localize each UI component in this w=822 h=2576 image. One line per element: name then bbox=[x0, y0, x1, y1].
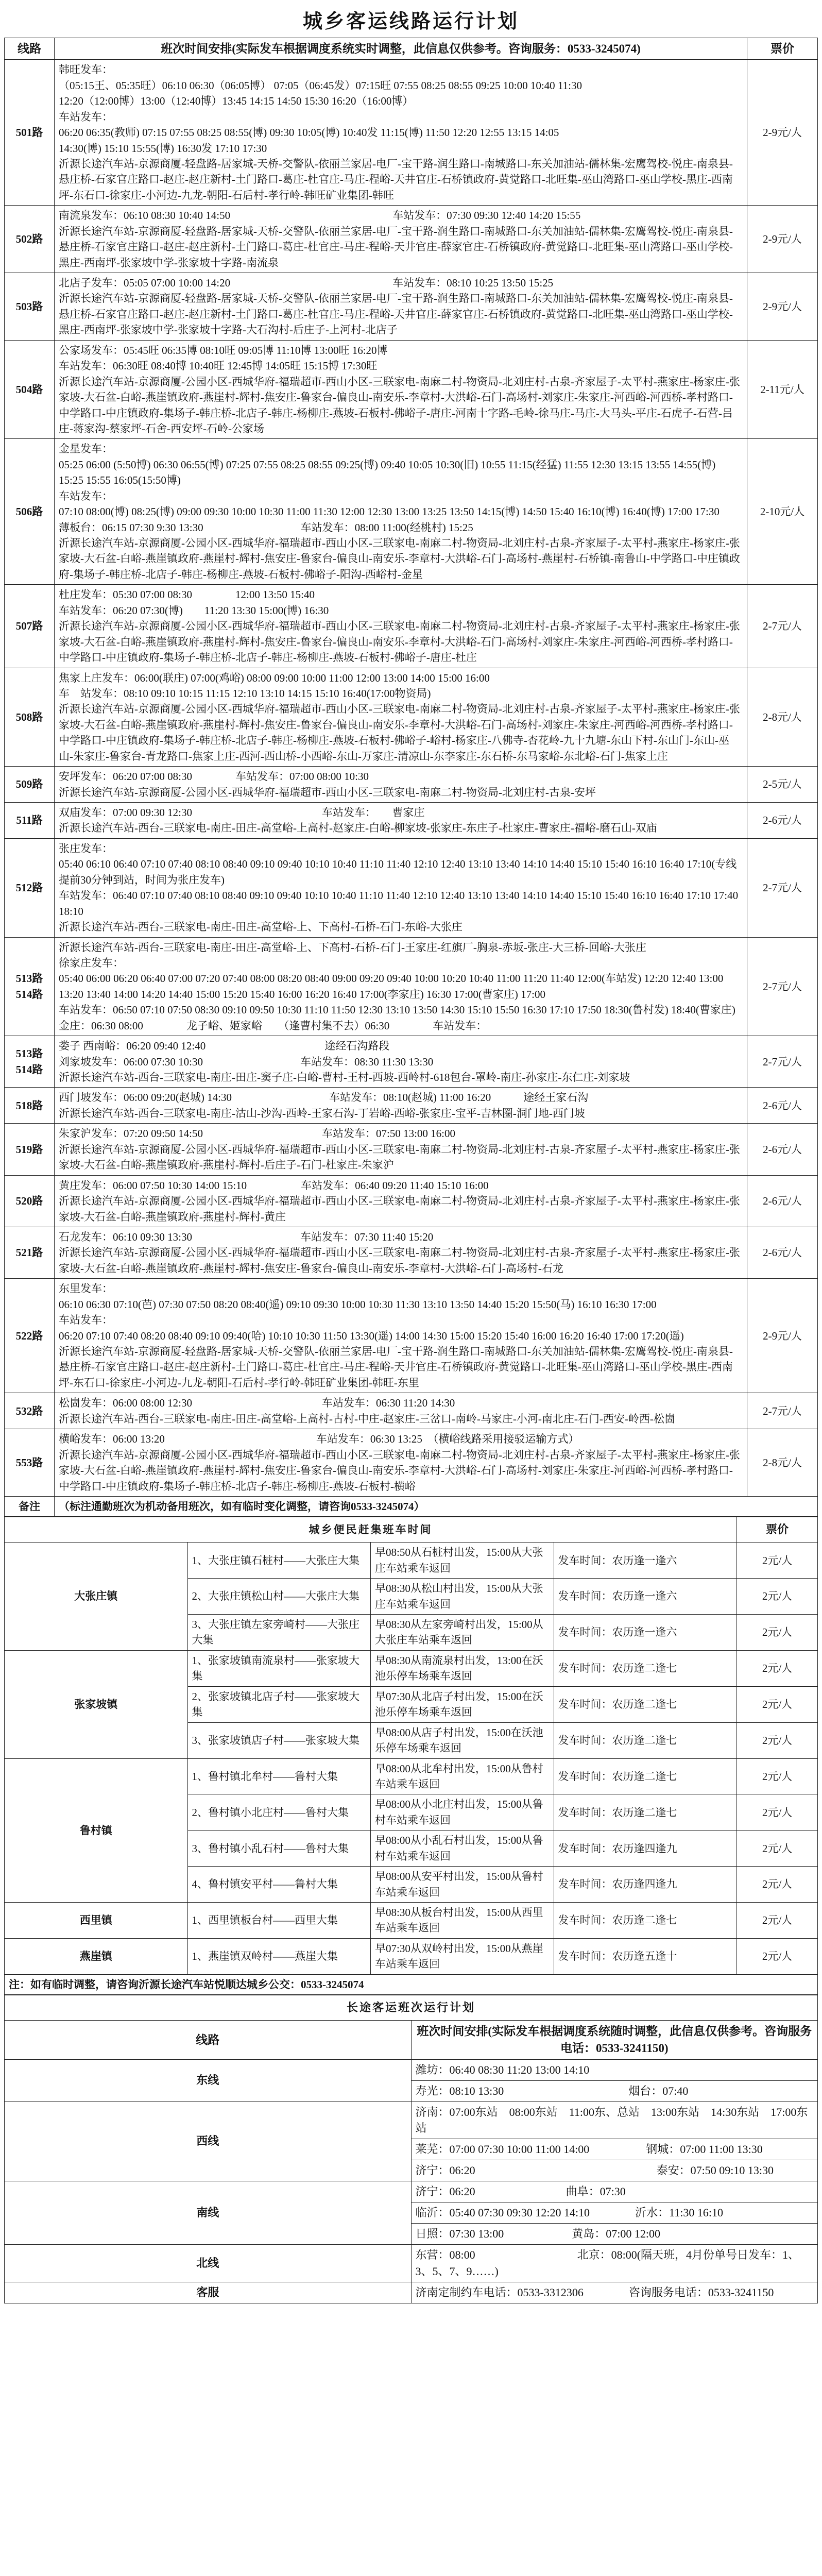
longdistance-times: 日照：07:30 13:00 黄岛：07:00 12:00 bbox=[411, 2223, 818, 2244]
market-time: 早08:30从松山村出发，15:00从大张庄车站乘车返回 bbox=[371, 1579, 554, 1615]
page-title: 城乡客运线路运行计划 bbox=[302, 11, 519, 32]
market-time: 早08:00从店子村出发，15:00在沃池乐停车场乘车返回 bbox=[371, 1722, 554, 1758]
market-row bbox=[5, 1543, 818, 1579]
route-row bbox=[5, 1393, 818, 1429]
schedule-line: 车站发车：06:50 07:10 07:50 08:30 09:10 09:50 10:30 11:10 11:50 12:30 13:10 13:50 14:30 15:10 15:50 16:30 17:10 17:50 18:30(鲁村发) 18:40(曹家庄) bbox=[59, 1004, 735, 1016]
route-row bbox=[5, 1036, 818, 1088]
route-schedule bbox=[55, 439, 747, 585]
route-schedule bbox=[55, 340, 747, 439]
schedule-line: 沂源长途汽车站-京源商厦-轻盘路-居家城-天桥-交警队-依丽兰家居-电厂-宝干路-润生路口-南城路口-东关加油站-儒林集-宏鹰驾校-悦庄-南泉县-悬庄桥-石家官庄路口-赵庄-赵庄新村-土门路口-葛庄-杜官庄-马庄-程峪-天井官庄-薛家官庄-石桥镇政府-黄觉路口-北旺集-巫山湾路口-巫山学校-黑庄-西南坪-张家坡中学-张家坡十字路-南流泉 bbox=[59, 225, 733, 269]
schedule-line: 黄庄发车：06:00 07:50 10:30 14:00 15:10 车站发车：06:40 09:20 11:40 15:10 16:00 bbox=[59, 1179, 489, 1192]
market-town: 大张庄镇 bbox=[5, 1543, 188, 1651]
longdistance-direction: 东线 bbox=[5, 2059, 412, 2102]
route-schedule bbox=[55, 1036, 747, 1088]
route-id: 513路 514路 bbox=[5, 1036, 55, 1088]
route-schedule bbox=[55, 273, 747, 341]
routes-table bbox=[4, 38, 818, 1517]
schedule-line: 沂源长途汽车站-京源商厦-公园小区-西城华府-福瑞超市-西山小区-三联家电-南麻二村-物资局-北刘庄村-古泉-齐家屋子-太平村-燕家庄-杨家庄-张家坡-大石盆-白峪-燕崖镇政府-燕崖村-辉村-后庄子-石门-杜家庄-朱家沪 bbox=[59, 1143, 740, 1172]
market-time: 早08:30从板台村出发，15:00从西里车站乘车返回 bbox=[371, 1903, 554, 1939]
market-price: 2元/人 bbox=[737, 1543, 818, 1579]
schedule-line: 金星发车： bbox=[59, 443, 113, 455]
market-route: 1、张家坡镇南流泉村——张家坡大集 bbox=[187, 1650, 371, 1686]
schedule-line: 14:30(博) 15:10 15:55(博) 16:30发 17:10 17:30 bbox=[59, 142, 267, 155]
schedule-line: 横峪发车：06:00 13:20 车站发车：06:30 13:25 （横峪线路采用接驳运输方式） bbox=[59, 1433, 579, 1446]
market-price: 2元/人 bbox=[737, 1938, 818, 1974]
route-id: 520路 bbox=[5, 1175, 55, 1227]
route-id: 511路 bbox=[5, 803, 55, 839]
schedule-line: 安坪发车：06:20 07:00 08:30 车站发车：07:00 08:00 10:30 bbox=[59, 770, 369, 783]
route-id: 522路 bbox=[5, 1279, 55, 1393]
schedule-line: 车站发车：06:40 07:10 07:40 08:10 08:40 09:10 09:40 10:10 10:40 11:10 11:40 12:10 12:40 13:10 13:40 14:10 14:40 15:10 15:40 16:10 16:40 17:10 17:40 18:10 bbox=[59, 889, 739, 918]
schedule-line: 车站发车： bbox=[59, 1314, 113, 1327]
schedule-line: 东里发车： bbox=[59, 1282, 113, 1295]
route-schedule bbox=[55, 1227, 747, 1278]
longdistance-title: 长途客运班次运行计划 bbox=[5, 1995, 818, 2021]
remark-row bbox=[5, 1496, 818, 1516]
longdistance-times: 莱芜：07:00 07:30 10:00 11:00 14:00 钢城：07:00 11:00 13:30 bbox=[411, 2139, 818, 2160]
schedule-line: 焦家上庄发车：06:00(联庄) 07:00(鸡峪) 08:00 09:00 10:00 11:00 12:00 13:00 14:00 15:00 16:00 bbox=[59, 671, 490, 684]
service-text: 济南定制约车电话：0533-3312306 咨询服务电话：0533-3241150 bbox=[411, 2282, 818, 2303]
route-row bbox=[5, 1175, 818, 1227]
market-town: 燕崖镇 bbox=[5, 1938, 188, 1974]
page bbox=[4, 5, 818, 2303]
route-price: 2-11元/人 bbox=[747, 340, 818, 439]
market-price: 2元/人 bbox=[737, 1867, 818, 1903]
route-row bbox=[5, 1279, 818, 1393]
route-row bbox=[5, 273, 818, 341]
market-time: 早08:30从南流泉村出发，13:00在沃池乐停车场乘车返回 bbox=[371, 1650, 554, 1686]
schedule-line: 沂源长途汽车站-西台-三联家电-南庄-田庄-高堂峪-上、下高村-石桥-石门-东峪-大张庄 bbox=[59, 921, 463, 934]
route-id: 502路 bbox=[5, 206, 55, 273]
schedule-line: 张庄发车： bbox=[59, 842, 113, 855]
route-id: 503路 bbox=[5, 273, 55, 341]
schedule-line: 沂源长途汽车站-京源商厦-公园小区-西城华府-福瑞超市-西山小区-三联家电-南麻二村-物资局-北刘庄村-古泉-齐家屋子-太平村-燕家庄-杨家庄-张家坡-大石盆-白峪-燕崖镇政府-燕崖村-辉村-焦安庄-鲁家台-偏良山-南安乐-李章村-大洪峪-石门-高场村-刘家庄-朱家庄-河西峪-河西桥-孝村路口-中学路口-中庄镇政府-集场子-韩庄桥-北店子-韩庄-杨柳庄-燕坡-石板村-佛峪子-唐庄-杜庄 bbox=[59, 620, 740, 664]
route-id: 508路 bbox=[5, 668, 55, 767]
route-schedule bbox=[55, 585, 747, 668]
longdistance-times: 寿光：08:10 13:30 烟台：07:40 bbox=[411, 2080, 818, 2102]
route-schedule bbox=[55, 1429, 747, 1497]
longdistance-times: 潍坊：06:40 08:30 11:20 13:00 14:10 bbox=[411, 2059, 818, 2080]
schedule-line: 沂源长途汽车站-京源商厦-轻盘路-居家城-天桥-交警队-依丽兰家居-电厂-宝干路-润生路口-南城路口-东关加油站-儒林集-宏鹰驾校-悦庄-南泉县-悬庄桥-石家官庄路口-赵庄-赵庄新村-土门路口-葛庄-杜官庄-马庄-程峪-天井官庄-石桥镇政府-黄觉路口-北旺集-巫山湾路口-巫山学校-黑庄-西南坪-东石口-徐家庄-小河边-九龙-朝阳-石后村-孝行岭-韩旺矿业集团-韩旺-东里 bbox=[59, 1345, 733, 1389]
market-route: 3、鲁村镇小乱石村——鲁村大集 bbox=[187, 1831, 371, 1867]
schedule-line: 沂源长途汽车站-京源商厦-公园小区-西城华府-福瑞超市-西山小区-三联家电-南麻二村-物资局-北刘庄村-古泉-齐家屋子-太平村-燕家庄-杨家庄-张家坡-大石盆-白峪-燕崖镇政府-燕崖村-辉村-焦安庄-鲁家台-偏良山-南安乐-李章村-大洪峪-石门-高场村-刘家庄-朱家庄-河西峪-河西桥-孝村路口-中学路口-中庄镇政府-集场子-韩庄桥-北店子-韩庄-杨柳庄-燕坡-石板村-佛峪子-唐庄-河南十字路-毛岭-徐马庄-马庄-大马头-平庄-石虎子-石营-吕庄-蒋家沟-蔡家坪-石舍-西安坪-石岭-公家场 bbox=[59, 375, 740, 435]
route-schedule bbox=[55, 1088, 747, 1124]
schedule-line: 05:25 06:00 (5:50博) 06:30 06:55(博) 07:25 07:55 08:25 08:55 09:25(博) 09:40 10:05 10:30(旧) 10:55 11:15(经猛) 11:55 12:30 13:15 13:55 14:55(博) 15:25 15:55 16:05(15:50博) bbox=[59, 458, 716, 487]
route-row bbox=[5, 60, 818, 206]
route-id: 507路 bbox=[5, 585, 55, 668]
market-price: 2元/人 bbox=[737, 1650, 818, 1686]
route-price: 2-5元/人 bbox=[747, 767, 818, 803]
route-schedule bbox=[55, 668, 747, 767]
market-time: 早07:30从北店子村出发，15:00在沃池乐停车场乘车返回 bbox=[371, 1686, 554, 1722]
schedule-line: 05:40 06:10 06:40 07:10 07:40 08:10 08:40 09:10 09:40 10:10 10:40 11:10 11:40 12:10 12:40 13:10 13:40 14:10 14:40 15:10 15:40 16:10 16:40 17:10(专线提前30分钟到站，时间为张庄发车) bbox=[59, 858, 737, 886]
market-note: 发车时间：农历逢一逢六 bbox=[554, 1579, 737, 1615]
schedule-line: 沂源长途汽车站-西台-三联家电-南庄-田庄-高堂峪-上、下高村-石桥-石门-王家庄-红旗厂-胸泉-赤坂-张庄-大三桥-回峪-大张庄 bbox=[59, 941, 646, 954]
longdistance-times: 济南：07:00东站 08:00东站 11:00东、总站 13:00东站 14:30东站 17:00东站 bbox=[411, 2102, 818, 2139]
route-id: 518路 bbox=[5, 1088, 55, 1124]
schedule-line: 06:20 06:35(教师) 07:15 07:55 08:25 08:55(博) 09:30 10:05(博) 10:40发 11:15(博) 11:50 12:20 12:55 13:15 14:05 bbox=[59, 126, 559, 139]
schedule-line: 沂源长途汽车站-京源商厦-公园小区-西城华府-福瑞超市-西山小区-三联家电-南麻二村-物资局-北刘庄村-古泉-齐家屋子-太平村-燕家庄-杨家庄-张家坡-大石盆-白峪-燕崖镇政府-燕崖村-辉村-焦安庄-鲁家台-偏良山-南安乐-李章村-大洪峪-石门-高场村-燕崖村-石桥镇-南鲁山-中学路口-中庄镇政府-集场子-韩庄桥-北店子-韩庄-杨柳庄-燕坡-石板村-佛峪子-阳沟-西峪村-金星 bbox=[59, 537, 740, 581]
market-price: 2元/人 bbox=[737, 1831, 818, 1867]
market-row bbox=[5, 1650, 818, 1686]
route-schedule bbox=[55, 60, 747, 206]
route-row bbox=[5, 340, 818, 439]
route-price: 2-6元/人 bbox=[747, 803, 818, 839]
remark-text: （标注通勤班次为机动备用班次，如有临时变化调整，请咨询0533-3245074） bbox=[55, 1496, 818, 1516]
route-row bbox=[5, 767, 818, 803]
market-row bbox=[5, 1758, 818, 1794]
market-route: 1、大张庄镇石桩村——大张庄大集 bbox=[187, 1543, 371, 1579]
route-id: 532路 bbox=[5, 1393, 55, 1429]
schedule-line: 沂源长途汽车站-京源商厦-公园小区-西城华府-福瑞超市-西山小区-三联家电-南麻二村-物资局-北刘庄村-古泉-齐家屋子-太平村-燕家庄-杨家庄-张家坡-大石盆-白峪-燕崖镇政府-燕崖村-辉村-焦安庄-鲁家台-偏良山-南安乐-李章村-大洪峪-石门-高场村-刘家庄-朱家庄-河西峪-河西桥-孝村路口-中学路口-中庄镇政府-集场子-韩庄桥-北店子-韩庄-杨柳庄-燕坡-石板村-佛峪子-峪村-杨家庄-八佛寺-杏花岭-九十九塘-东山下村-东山门-东山-巫山-朱家庄-鲁家台-青龙路口-焦家上庄-西河-西山桥-小西峪-东山-万家庄-清凉山-东李家庄-东石桥-东马家峪-东北峪-石门-焦家上庄 bbox=[59, 703, 740, 762]
market-time: 早08:00从安平村出发，15:00从鲁村车站乘车返回 bbox=[371, 1867, 554, 1903]
service-label: 客服 bbox=[5, 2282, 412, 2303]
longdistance-direction: 北线 bbox=[5, 2244, 412, 2282]
route-row bbox=[5, 585, 818, 668]
market-price: 2元/人 bbox=[737, 1579, 818, 1615]
route-price: 2-9元/人 bbox=[747, 60, 818, 206]
schedule-line: 沂源长途汽车站-西台-三联家电-南庄-田庄-高堂峪-上高村-古村-中庄-赵家庄-三岔口-南岭-马家庄-小河-南北庄-石门-西安-岭西-松崮 bbox=[59, 1412, 675, 1425]
market-note: 发车时间：农历逢五逢十 bbox=[554, 1938, 737, 1974]
longdistance-header-row bbox=[5, 2021, 818, 2060]
market-price: 2元/人 bbox=[737, 1686, 818, 1722]
market-price: 2元/人 bbox=[737, 1722, 818, 1758]
schedule-line: 韩旺发车： bbox=[59, 63, 113, 76]
market-row bbox=[5, 1903, 818, 1939]
market-row bbox=[5, 1938, 818, 1974]
route-row bbox=[5, 1429, 818, 1497]
schedule-line: 车站发车： bbox=[59, 489, 113, 502]
schedule-line: 杜庄发车：05:30 07:00 08:30 12:00 13:50 15:40 bbox=[59, 588, 315, 601]
market-table bbox=[4, 1517, 818, 1995]
longdistance-times: 东营：08:00 北京：08:00(隔天班，4月份单号日发车：1、3、5、7、9……) bbox=[411, 2244, 818, 2282]
route-schedule bbox=[55, 803, 747, 839]
route-price: 2-6元/人 bbox=[747, 1088, 818, 1124]
market-route: 3、张家坡镇店子村——张家坡大集 bbox=[187, 1722, 371, 1758]
market-time: 早08:30从左家旁崎村出发，15:00从大张庄车站乘车返回 bbox=[371, 1615, 554, 1651]
route-price: 2-7元/人 bbox=[747, 937, 818, 1036]
market-route: 1、鲁村镇北牟村——鲁村大集 bbox=[187, 1758, 371, 1794]
schedule-line: 沂源长途汽车站-京源商厦-公园小区-西城华府-福瑞超市-西山小区-三联家电-南麻二村-物资局-北刘庄村-古泉-齐家屋子-太平村-燕家庄-杨家庄-张家坡-大石盆-白峪-燕崖镇政府-燕崖村-辉村-焦安庄-鲁家台-偏良山-南安乐-李章村-大洪峪-石门-高场村-石龙 bbox=[59, 1246, 740, 1275]
route-price: 2-7元/人 bbox=[747, 1036, 818, 1088]
market-town: 西里镇 bbox=[5, 1903, 188, 1939]
route-row bbox=[5, 1124, 818, 1175]
schedule-line: 沂源长途汽车站-京源商厦-轻盘路-居家城-天桥-交警队-依丽兰家居-电厂-宝干路-润生路口-南城路口-东关加油站-儒林集-宏鹰驾校-悦庄-南泉县-悬庄桥-石家官庄路口-赵庄-赵庄新村-土门路口-葛庄-杜官庄-马庄-程峪-天井官庄-石桥镇政府-黄觉路口-北旺集-巫山湾路口-巫山学校-黑庄-西南坪-东石口-徐家庄-小河边-九龙-朝阳-石后村-孝行岭-韩旺矿业集团-韩旺 bbox=[59, 157, 733, 201]
schedule-line: 刘家坡发车：06:00 07:30 10:30 车站发车：08:30 11:30 13:30 bbox=[59, 1055, 434, 1068]
schedule-line: 双庙发车：07:00 09:30 12:30 车站发车： 曹家庄 bbox=[59, 806, 425, 819]
market-route: 4、鲁村镇安平村——鲁村大集 bbox=[187, 1867, 371, 1903]
longdistance-row bbox=[5, 2181, 818, 2202]
market-note: 发车时间：农历逢一逢六 bbox=[554, 1615, 737, 1651]
schedule-line: 车站发车： bbox=[59, 110, 113, 123]
market-note: 发车时间：农历逢二逢七 bbox=[554, 1794, 737, 1831]
market-title-row bbox=[5, 1517, 818, 1543]
market-note: 发车时间：农历逢二逢七 bbox=[554, 1903, 737, 1939]
route-schedule bbox=[55, 838, 747, 937]
market-price: 2元/人 bbox=[737, 1615, 818, 1651]
route-id: 509路 bbox=[5, 767, 55, 803]
route-schedule bbox=[55, 1124, 747, 1175]
route-price: 2-7元/人 bbox=[747, 585, 818, 668]
route-price: 2-8元/人 bbox=[747, 668, 818, 767]
market-note: 发车时间：农历逢二逢七 bbox=[554, 1686, 737, 1722]
market-note: 发车时间：农历逢二逢七 bbox=[554, 1722, 737, 1758]
schedule-line: 沂源长途汽车站-西台-三联家电-南庄-沽山-沙沟-西岭-王家石沟-丁岩峪-西峪-张家庄-宝平-吉林圈-洞门地-西门坡 bbox=[59, 1107, 585, 1120]
schedule-line: 沂源长途汽车站-京源商厦-轻盘路-居家城-天桥-交警队-依丽兰家居-电厂-宝干路-润生路口-南城路口-东关加油站-儒林集-宏鹰驾校-悦庄-南泉县-悬庄桥-石家官庄路口-赵庄-赵庄新村-土门路口-葛庄-杜官庄-马庄-程峪-天井官庄-薛家官庄-石桥镇政府-黄觉路口-北旺集-巫山湾路口-巫山学校-黑庄-西南坪-张家坡中学-张家坡十字路-大石沟村-后庄子-上河村-北店子 bbox=[59, 292, 733, 336]
route-id: 521路 bbox=[5, 1227, 55, 1278]
header-notice: 班次时间安排(实际发车根据调度系统实时调整，此信息仅供参考。咨询服务：0533-3245074) bbox=[55, 38, 747, 60]
longdistance-header-notice: 班次时间安排(实际发车根据调度系统随时调整，此信息仅供参考。咨询服务电话：0533-3241150) bbox=[411, 2021, 818, 2060]
market-price-header: 票价 bbox=[737, 1517, 818, 1543]
market-time: 早08:00从北牟村出发，15:00从鲁村车站乘车返回 bbox=[371, 1758, 554, 1794]
longdistance-title-row bbox=[5, 1995, 818, 2021]
schedule-line: 07:10 08:00(博) 08:25(博) 09:00 09:30 10:00 10:30 11:00 11:30 12:00 12:30 13:00 13:25 13:50 14:15(博) 14:50 15:40 16:10(博) 16:40(博) 17:00 17:30 bbox=[59, 505, 720, 518]
schedule-line: 06:20 07:10 07:40 08:20 08:40 09:10 09:40(哈) 10:10 10:30 11:50 13:30(遥) 14:00 14:30 15:00 15:20 15:40 16:00 16:20 16:40 17:00 17:20(遥) bbox=[59, 1329, 684, 1342]
schedule-line: 车站发车：06:30旺 08:40博 10:40旺 12:45博 14:05旺 15:15博 17:30旺 bbox=[59, 360, 378, 372]
schedule-line: 徐家庄发车： bbox=[59, 956, 124, 969]
market-route: 2、大张庄镇松山村——大张庄大集 bbox=[187, 1579, 371, 1615]
route-id: 519路 bbox=[5, 1124, 55, 1175]
schedule-line: 金庄：06:30 08:00 龙子峪、姬家峪 （逢曹村集不去）06:30 车站发车： bbox=[59, 1019, 487, 1032]
schedule-line: 娄子 西南峪：06:20 09:40 12:40 途经石沟路段 bbox=[59, 1040, 390, 1053]
market-body bbox=[5, 1517, 818, 1995]
market-title: 城乡便民赶集班车时间 bbox=[5, 1517, 737, 1543]
schedule-line: 05:40 06:00 06:20 06:40 07:00 07:20 07:40 08:00 08:20 08:40 09:00 09:20 09:40 10:00 10:20 10:40 11:00 11:20 11:40 12:00(车站发) 12:20 12:40 13:00 13:20 13:40 14:00 14:20 14:40 15:00 15:20 15:40 16:00 16:20 16:40 17:00(李家庄) 16:30 17:00(曹家庄) 17:00 bbox=[59, 972, 724, 1001]
schedule-line: 06:10 06:30 07:10(芭) 07:30 07:50 08:20 08:40(遥) 09:10 09:30 10:00 10:30 11:30 13:10 13:50 14:40 15:20 15:50(马) 16:10 16:30 17:00 bbox=[59, 1298, 657, 1311]
route-row bbox=[5, 439, 818, 585]
schedule-line: 沂源长途汽车站-西台-三联家电-南庄-田庄-窦子庄-白峪-曹村-王村-西坡-西岭村-618包台-罩岭-南庄-孙家庄-东仁庄-刘家坡 bbox=[59, 1071, 630, 1084]
market-route: 2、鲁村镇小北庄村——鲁村大集 bbox=[187, 1794, 371, 1831]
market-note: 发车时间：农历逢二逢七 bbox=[554, 1758, 737, 1794]
route-row bbox=[5, 668, 818, 767]
route-price: 2-9元/人 bbox=[747, 1279, 818, 1393]
schedule-line: 沂源长途汽车站-西台-三联家电-南庄-田庄-高堂峪-上高村-赵家庄-白峪-柳家坡-张家庄-东庄子-杜家庄-曹家庄-福峪-磨石山-双庙 bbox=[59, 822, 657, 835]
route-price: 2-8元/人 bbox=[747, 1429, 818, 1497]
route-price: 2-6元/人 bbox=[747, 1124, 818, 1175]
schedule-line: 车 站发车：08:10 09:10 10:15 11:15 12:10 13:10 14:15 15:10 16:40(17:00物资局) bbox=[59, 687, 431, 700]
route-price: 2-7元/人 bbox=[747, 1393, 818, 1429]
schedule-line: 北店子发车：05:05 07:00 10:00 14:20 车站发车：08:10 10:25 13:50 15:25 bbox=[59, 277, 554, 290]
header-route: 线路 bbox=[5, 38, 55, 60]
route-row bbox=[5, 838, 818, 937]
route-row bbox=[5, 937, 818, 1036]
route-id: 501路 bbox=[5, 60, 55, 206]
route-row bbox=[5, 1088, 818, 1124]
schedule-line: 南流泉发车：06:10 08:30 10:40 14:50 车站发车：07:30 09:30 12:40 14:20 15:55 bbox=[59, 209, 581, 222]
market-price: 2元/人 bbox=[737, 1903, 818, 1939]
schedule-line: 车站发车：06:20 07:30(博) 11:20 13:30 15:00(博) 16:30 bbox=[59, 604, 329, 617]
market-time: 早07:30从双岭村出发，15:00从燕崖车站乘车返回 bbox=[371, 1938, 554, 1974]
market-price: 2元/人 bbox=[737, 1758, 818, 1794]
route-price: 2-10元/人 bbox=[747, 439, 818, 585]
header-price: 票价 bbox=[747, 38, 818, 60]
route-schedule bbox=[55, 937, 747, 1036]
route-id: 506路 bbox=[5, 439, 55, 585]
route-id: 553路 bbox=[5, 1429, 55, 1497]
longdistance-row bbox=[5, 2102, 818, 2139]
longdistance-direction: 南线 bbox=[5, 2181, 412, 2245]
market-note: 发车时间：农历逢四逢九 bbox=[554, 1867, 737, 1903]
longdistance-times: 济宁：06:20 曲阜：07:30 bbox=[411, 2181, 818, 2202]
market-time: 早08:50从石桩村出发，15:00从大张庄车站乘车返回 bbox=[371, 1543, 554, 1579]
market-time: 早08:00从小北庄村出发，15:00从鲁村车站乘车返回 bbox=[371, 1794, 554, 1831]
schedule-line: 沂源长途汽车站-京源商厦-公园小区-西城华府-福瑞超市-西山小区-三联家电-南麻二村-物资局-北刘庄村-古泉-安坪 bbox=[59, 786, 596, 799]
market-town: 张家坡镇 bbox=[5, 1650, 188, 1758]
schedule-line: 12:20（12:00博）13:00（12:40博）13:45 14:15 14:50 15:30 16:20（16:00博） bbox=[59, 95, 414, 108]
longdistance-direction: 西线 bbox=[5, 2102, 412, 2181]
market-route: 2、张家坡镇北店子村——张家坡大集 bbox=[187, 1686, 371, 1722]
route-price: 2-6元/人 bbox=[747, 1175, 818, 1227]
route-id: 512路 bbox=[5, 838, 55, 937]
market-time: 早08:00从小乱石村出发，15:00从鲁村车站乘车返回 bbox=[371, 1831, 554, 1867]
route-row bbox=[5, 206, 818, 273]
market-route: 3、大张庄镇左家旁崎村——大张庄大集 bbox=[187, 1615, 371, 1651]
remark-label: 备注 bbox=[5, 1496, 55, 1516]
market-note: 发车时间：农历逢四逢九 bbox=[554, 1831, 737, 1867]
market-footnote: 注：如有临时调整，请咨询沂源长途汽车站悦顺达城乡公交：0533-3245074 bbox=[5, 1974, 818, 1994]
schedule-line: 公家场发车：05:45旺 06:35博 08:10旺 09:05博 11:10博 13:00旺 16:20博 bbox=[59, 344, 388, 357]
route-id: 504路 bbox=[5, 340, 55, 439]
longdistance-header-route: 线路 bbox=[5, 2021, 412, 2060]
schedule-line: 沂源长途汽车站-京源商厦-公园小区-西城华府-福瑞超市-西山小区-三联家电-南麻二村-物资局-北刘庄村-古泉-齐家屋子-太平村-燕家庄-杨家庄-张家坡-大石盆-白峪-燕崖镇政府-燕崖村-辉村-黄庄 bbox=[59, 1195, 740, 1223]
market-route: 1、燕崖镇双岭村——燕崖大集 bbox=[187, 1938, 371, 1974]
schedule-line: 朱家沪发车：07:20 09:50 14:50 车站发车：07:50 13:00 16:00 bbox=[59, 1127, 456, 1140]
longdistance-body bbox=[5, 1995, 818, 2303]
route-schedule bbox=[55, 1279, 747, 1393]
route-schedule bbox=[55, 1175, 747, 1227]
market-note: 发车时间：农历逢二逢七 bbox=[554, 1650, 737, 1686]
route-price: 2-6元/人 bbox=[747, 1227, 818, 1278]
schedule-line: （05:15王、05:35旺）06:10 06:30（06:05博） 07:05（06:45发）07:15旺 07:55 08:25 08:55 09:25 10:00 10:40 11:30 bbox=[59, 79, 582, 92]
longdistance-times: 临沂：05:40 07:30 09:30 12:20 14:10 沂水：11:30 16:10 bbox=[411, 2202, 818, 2224]
market-note: 发车时间：农历逢一逢六 bbox=[554, 1543, 737, 1579]
schedule-line: 薄板台：06:15 07:30 9:30 13:30 车站发车：08:00 11:00(经桃村) 15:25 bbox=[59, 521, 473, 534]
longdistance-row bbox=[5, 2059, 818, 2080]
route-id: 513路 514路 bbox=[5, 937, 55, 1036]
market-price: 2元/人 bbox=[737, 1794, 818, 1831]
longdistance-row bbox=[5, 2244, 818, 2282]
route-row bbox=[5, 803, 818, 839]
routes-body bbox=[5, 60, 818, 1497]
service-row bbox=[5, 2282, 818, 2303]
market-town: 鲁村镇 bbox=[5, 1758, 188, 1903]
route-price: 2-7元/人 bbox=[747, 838, 818, 937]
schedule-line: 沂源长途汽车站-京源商厦-公园小区-西城华府-福瑞超市-西山小区-三联家电-南麻二村-物资局-北刘庄村-古泉-齐家屋子-太平村-燕家庄-杨家庄-张家坡-大石盆-白峪-燕崖镇政府-燕崖村-辉村-焦安庄-鲁家台-偏良山-南安乐-李章村-大洪峪-石门-高场村-刘家庄-朱家庄-河西峪-河西桥-孝村路口-中学路口-中庄镇政府-集场子-韩庄桥-北店子-韩庄-杨柳庄-燕坡-石板村-横峪 bbox=[59, 1448, 740, 1493]
route-price: 2-9元/人 bbox=[747, 206, 818, 273]
longdistance-times: 济宁：06:20 泰安：07:50 09:10 13:30 bbox=[411, 2160, 818, 2181]
route-schedule bbox=[55, 1393, 747, 1429]
routes-header-row bbox=[5, 38, 818, 60]
market-route: 1、西里镇板台村——西里大集 bbox=[187, 1903, 371, 1939]
route-row bbox=[5, 1227, 818, 1278]
schedule-line: 西门坡发车：06:00 09:20(赵城) 14:30 车站发车：08:10(赵城) 11:00 16:20 途经王家石沟 bbox=[59, 1091, 589, 1104]
route-price: 2-9元/人 bbox=[747, 273, 818, 341]
longdistance-table bbox=[4, 1995, 818, 2303]
schedule-line: 松崮发车：06:00 08:00 12:30 车站发车：06:30 11:20 14:30 bbox=[59, 1397, 455, 1410]
route-schedule bbox=[55, 767, 747, 803]
market-footnote-row bbox=[5, 1974, 818, 1994]
schedule-line: 石龙发车：06:10 09:30 13:30 车站发车：07:30 11:40 15:20 bbox=[59, 1230, 434, 1243]
route-schedule bbox=[55, 206, 747, 273]
